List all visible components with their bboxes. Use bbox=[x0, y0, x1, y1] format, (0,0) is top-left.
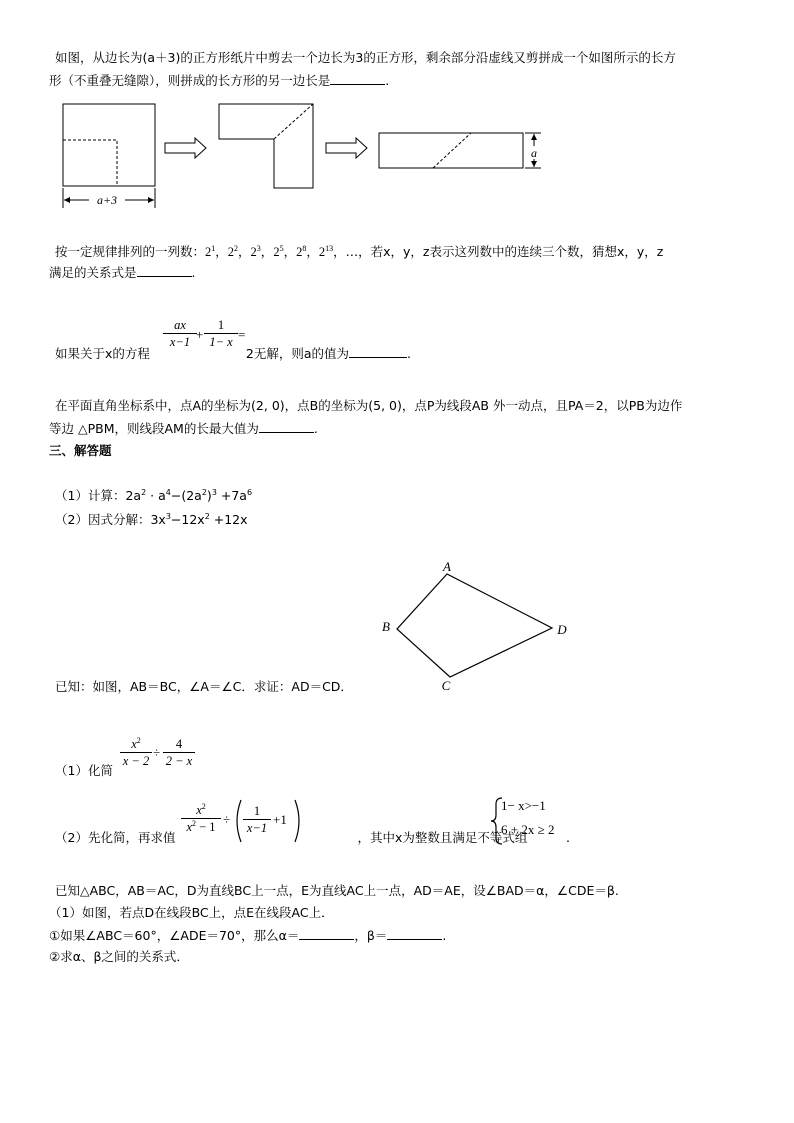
vertex-label-d: D bbox=[557, 622, 567, 637]
vertex-label-c: C bbox=[441, 678, 451, 693]
q7-part2-line: （2）先化简，再求值 ，其中x为整数且满足不等式组 bbox=[55, 830, 528, 845]
q7-period: . bbox=[566, 830, 570, 845]
q7-inequality-2: 6 + 2x ≥ 2 bbox=[501, 822, 555, 837]
q6-text: 已知：如图，AB＝BC，∠A＝∠C．求证：AD＝CD． bbox=[55, 679, 353, 694]
q8-line2: （1）如图，若点D在线段BC上，点E在线段AC上． bbox=[49, 905, 334, 920]
q7-inequality-1: 1− x>−1 bbox=[501, 798, 546, 813]
q7-inner-fraction: 1 x−1 bbox=[243, 804, 271, 835]
answer-blank bbox=[330, 72, 385, 85]
q8-line4: ②求α、β之间的关系式． bbox=[49, 949, 189, 964]
q2-text-end: ，…，若x，y，z表示这列数中的连续三个数，猜想x，y，z bbox=[333, 244, 664, 259]
answer-blank-alpha bbox=[299, 927, 354, 940]
q2-text: 按一定规律排列的一列数： bbox=[55, 244, 206, 259]
q8-line3: ①如果∠ABC＝60°，∠ADE＝70°，那么α＝ ，β＝ . bbox=[49, 928, 447, 943]
q5-part1: （1）计算：$2a^2 \cdot a^4-(2a^2)^3 +7a^6$ bbox=[55, 488, 253, 503]
q3-line: 如果关于x的方程 2无解，则a的值为 . bbox=[55, 346, 412, 361]
q7-fraction-1: $x^2$ x − 2 bbox=[120, 737, 152, 768]
q7-fraction-3: $x^2$ $x^2 - 1$ bbox=[181, 803, 221, 834]
q5-part2: （2）因式分解：$3x^3-12x^2 +12x$ bbox=[55, 512, 248, 527]
q1-figure bbox=[55, 96, 555, 216]
q6-figure bbox=[370, 556, 580, 696]
q1-l-shape bbox=[219, 104, 313, 188]
q7-divide: ÷ bbox=[153, 745, 161, 760]
q4-line2: 等边 △PBM，则线段AM的长最大值为 . bbox=[49, 421, 318, 436]
q7-divide-2: ÷ bbox=[223, 812, 231, 827]
q1-dim-label: a+3 bbox=[96, 193, 118, 207]
answer-blank bbox=[137, 264, 192, 277]
q1-side-label: a bbox=[531, 146, 537, 160]
q8-line1: 已知△ABC，AB＝AC，D为直线BC上一点，E为直线AC上一点，AD＝AE，设∠BAD＝α，∠CDE＝β. bbox=[55, 883, 619, 898]
arrow-right-icon bbox=[165, 138, 206, 158]
q1-rectangle bbox=[379, 133, 523, 168]
answer-blank bbox=[259, 420, 314, 433]
q4-line1: 在平面直角坐标系中，点A的坐标为(2, 0)，点B的坐标为(5, 0)，点P为线段AB 外一动点，且PA＝2，以PB为边作 bbox=[55, 398, 683, 413]
q3-fraction-1: ax x−1 bbox=[163, 318, 197, 349]
q7-part1-label: （1）化简 bbox=[55, 763, 113, 778]
answer-blank bbox=[349, 345, 407, 358]
q1-line2-text: 形（不重叠无缝隙），则拼成的长方形的另一边长是 bbox=[49, 73, 331, 88]
q3-fraction-2: 1 1− x bbox=[204, 318, 238, 349]
q1-line2-end: . bbox=[385, 73, 390, 88]
arrow-right-icon bbox=[326, 138, 367, 158]
q1-cut-dashed bbox=[63, 140, 117, 186]
section-title: 三、解答题 bbox=[49, 443, 112, 458]
quadrilateral-abcd bbox=[397, 574, 552, 677]
q3-equals: = bbox=[238, 327, 246, 342]
q1-line2 bbox=[49, 72, 389, 89]
q2-line2: 满足的关系式是 . bbox=[49, 265, 196, 280]
vertex-label-b: B bbox=[382, 619, 390, 634]
q7-fraction-2: 4 2 − x bbox=[163, 737, 195, 768]
answer-blank-beta bbox=[387, 927, 442, 940]
q7-plus-one: +1 bbox=[273, 812, 287, 827]
vertex-label-a: A bbox=[443, 559, 451, 574]
q3-plus: + bbox=[196, 327, 204, 342]
q1-square bbox=[63, 104, 155, 186]
q2-line1: 按一定规律排列的一列数：$2^1$，$2^2$，$2^3$，$2^5$，$2^8$，$2^{13}$，…，若x，y，z表示这列数中的连续三个数，猜想x，y，z bbox=[55, 244, 664, 259]
q1-line1: 如图，从边长为(a＋3)的正方形纸片中剪去一个边长为3的正方形，剩余部分沿虚线又剪拼成一个如图所示的长方 bbox=[55, 50, 676, 65]
